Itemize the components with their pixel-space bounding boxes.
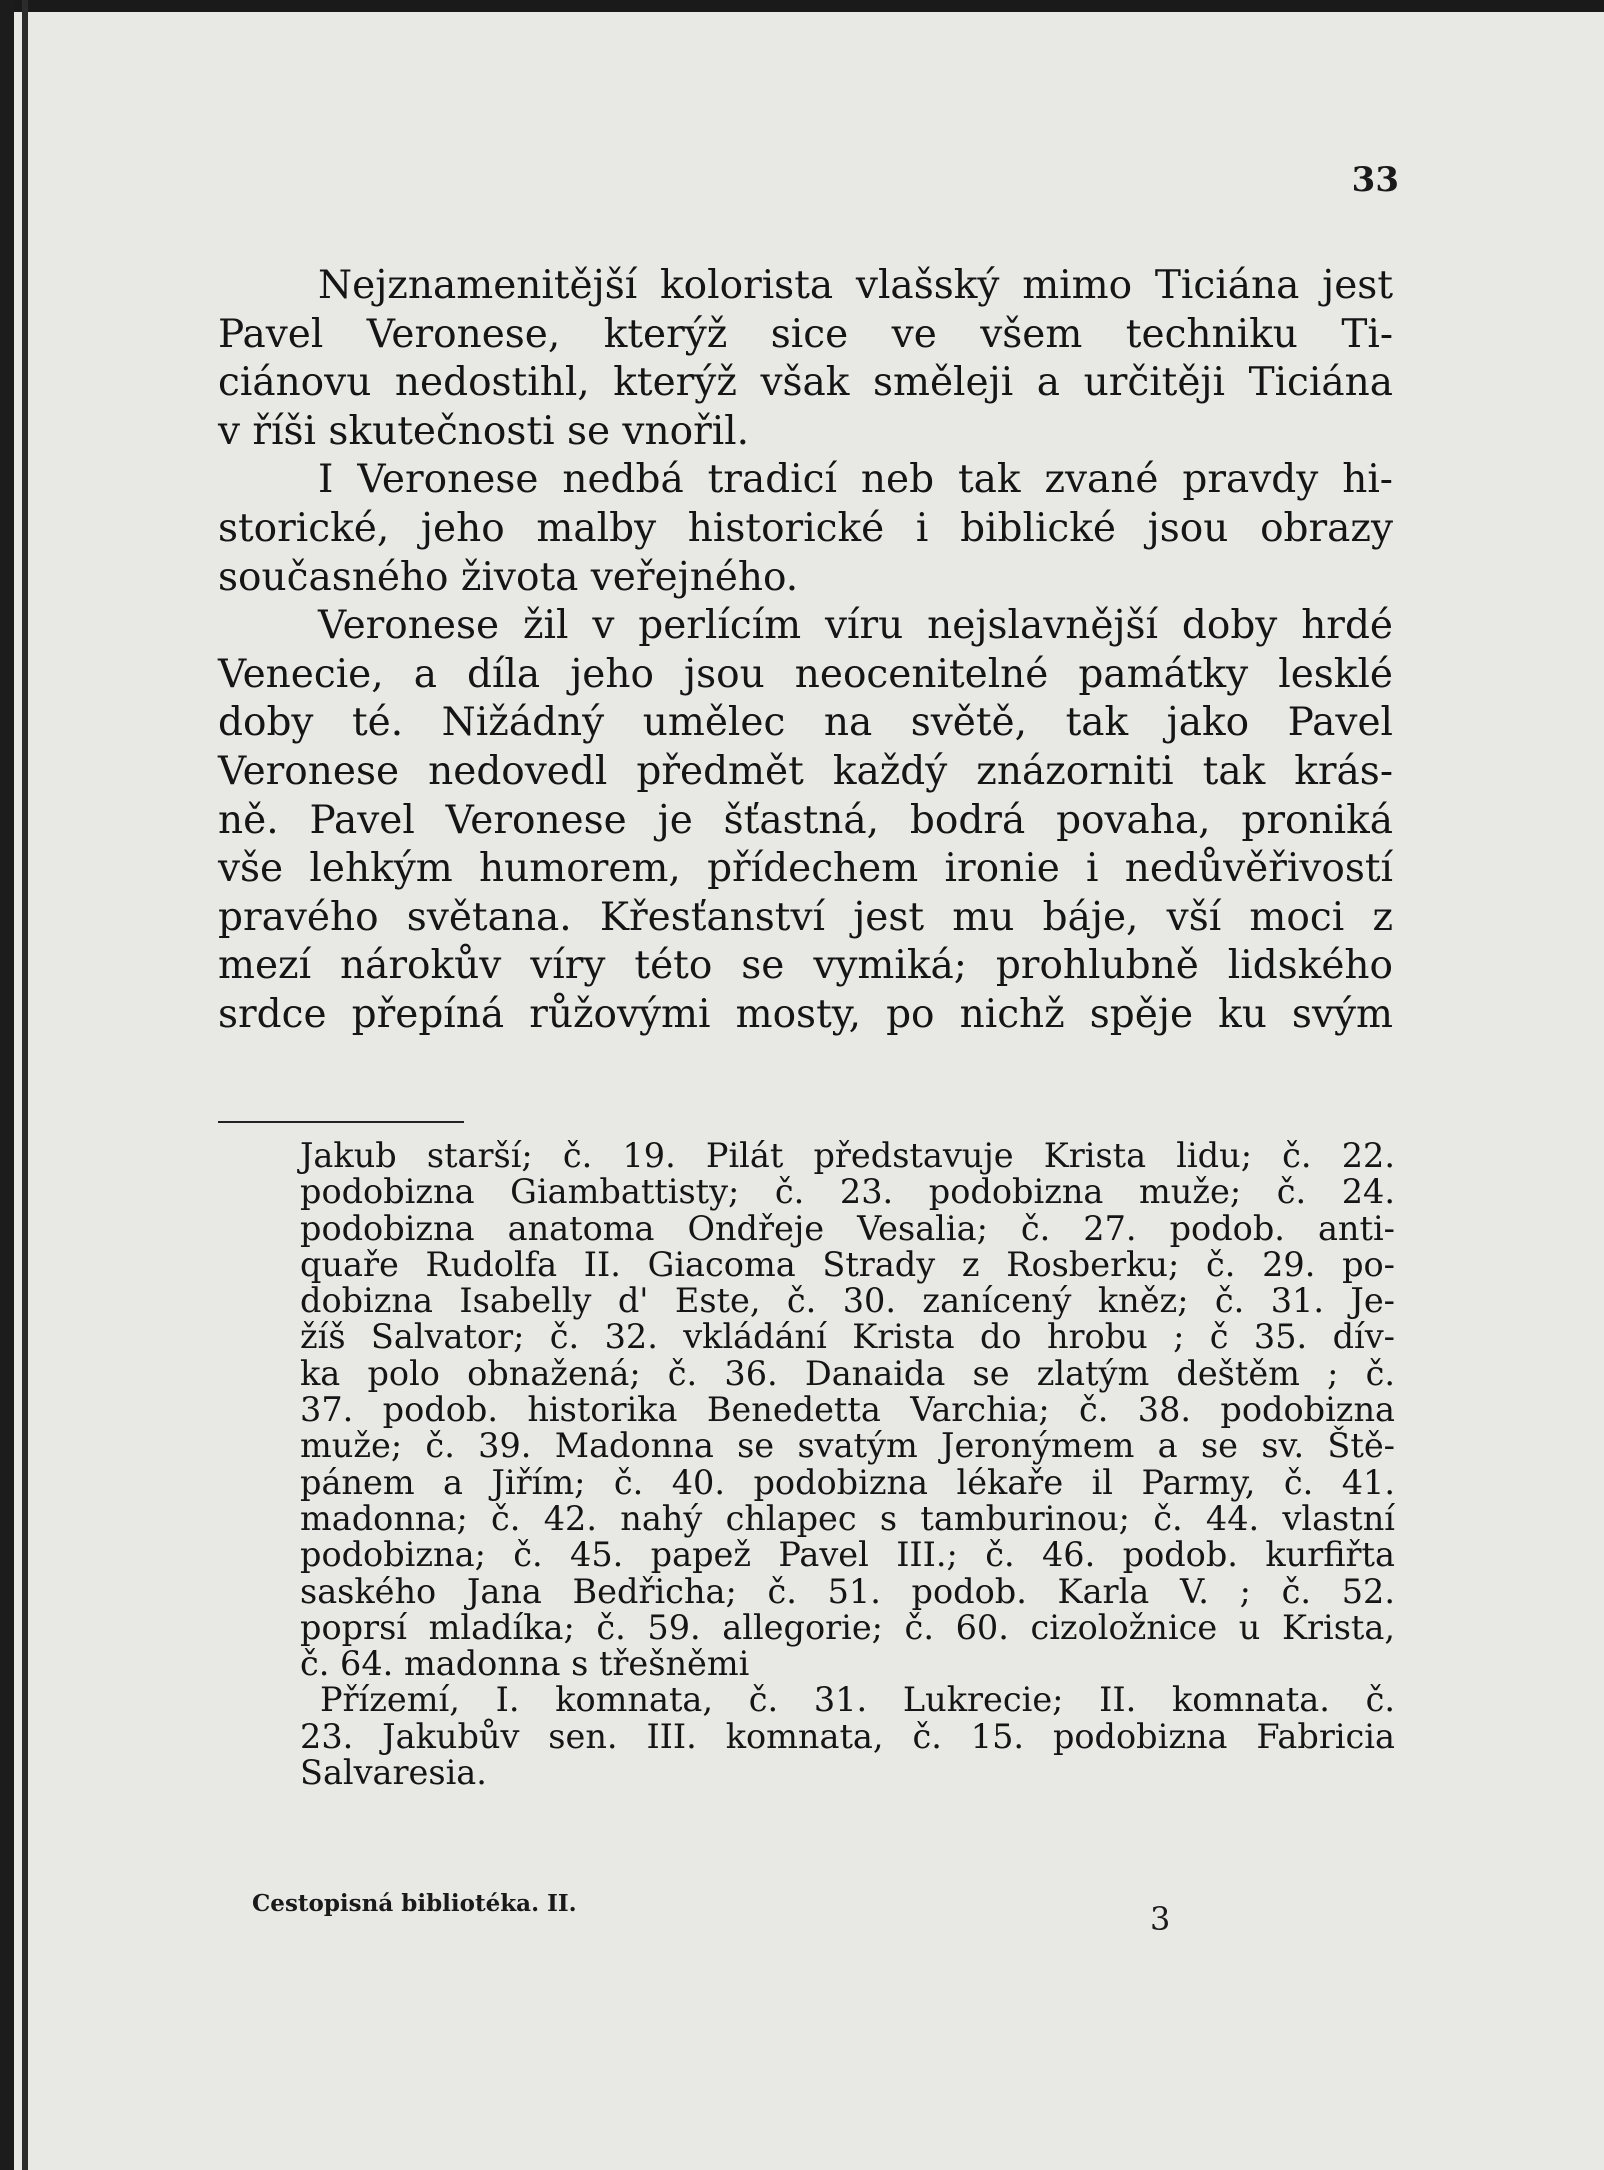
main-text-line: současného života veřejného.: [218, 554, 799, 600]
footnote-line: quaře Rudolfa II. Giacoma Strady z Rosberku; č. 29. po-: [300, 1244, 1395, 1284]
printer-signature-number: 3: [1150, 1900, 1171, 1938]
printer-signature-label: Cestopisná bibliotéka. II.: [252, 1890, 577, 1917]
main-text-line: Pavel Veronese, kterýž sice ve všem techniku Ti-: [218, 311, 1393, 357]
footnote-line: dobizna Isabelly d' Este, č. 30. zanícený kněz; č. 31. Je-: [300, 1281, 1395, 1321]
footnote-line: madonna; č. 42. nahý chlapec s tamburinou; č. 44. vlastní: [300, 1498, 1395, 1538]
main-text-line: Nejznamenitější kolorista vlašský mimo Ticiána jest: [318, 263, 1393, 308]
footnote-line: saského Jana Bedřicha; č. 51. podob. Karla V. ; č. 52.: [300, 1571, 1395, 1611]
footnote-line: poprsí mladíka; č. 59. allegorie; č. 60. cizoložnice u Krista,: [300, 1607, 1395, 1647]
footnote-body: [300, 1138, 1395, 1791]
main-text-line: srdce přepíná růžovými mosty, po nichž spěje ku svým: [218, 991, 1393, 1037]
page-top-border: [0, 0, 1604, 12]
footnote-line: žíš Salvator; č. 32. vkládání Krista do hrobu ; č 35. dív-: [300, 1317, 1395, 1357]
main-text-line: I Veronese nedbá tradicí neb tak zvané pravdy hi-: [318, 457, 1393, 503]
footnote-line: Jakub starší; č. 19. Pilát představuje Krista lidu; č. 22.: [300, 1136, 1395, 1175]
page-number: 33: [1351, 160, 1399, 200]
main-text-line: storické, jeho malby historické i biblické jsou obrazy: [218, 505, 1393, 551]
main-text-line: vše lehkým humorem, přídechem ironie i nedůvěřivostí: [218, 846, 1393, 892]
footnote-line: pánem a Jiřím; č. 40. podobizna lékaře il Parmy, č. 41.: [300, 1462, 1395, 1502]
main-text-line: pravého světana. Křesťanství jest mu báje, vší moci z: [218, 894, 1393, 940]
footnote-line: podobizna anatoma Ondřeje Vesalia; č. 27. podob. anti-: [300, 1208, 1395, 1248]
binding-edge-inner: [22, 0, 28, 2170]
footnote-line: muže; č. 39. Madonna se svatým Jeronýmem a se sv. Ště-: [300, 1426, 1395, 1466]
footnote-line: 37. podob. historika Benedetta Varchia; č. 38. podobizna: [300, 1390, 1395, 1430]
footnote-line: Salvaresia.: [300, 1753, 487, 1793]
main-text-line: v říši skutečnosti se vnořil.: [218, 408, 750, 454]
main-text-line: Veronese nedovedl předmět každý znázorniti tak krás-: [218, 748, 1393, 794]
main-text-line: mezí nárokův víry této se vymiká; prohlubně lidského: [218, 943, 1393, 989]
footnote-line: 23. Jakubův sen. III. komnata, č. 15. podobizna Fabricia: [300, 1716, 1395, 1756]
main-text-line: Veronese žil v perlícím víru nejslavnější doby hrdé: [318, 603, 1393, 649]
main-text-line: doby té. Nižádný umělec na světě, tak jako Pavel: [218, 700, 1393, 746]
footnote-divider: [218, 1121, 464, 1123]
main-text-line: ciánovu nedostihl, kterýž však směleji a určitěji Ticiána: [218, 360, 1393, 406]
footnote-line: Přízemí, I. komnata, č. 31. Lukrecie; II. komnata. č.: [320, 1680, 1395, 1720]
main-text-body: [218, 262, 1393, 1040]
footnote-line: podobizna Giambattisty; č. 23. podobizna muže; č. 24.: [300, 1172, 1395, 1212]
footnote-line: ka polo obnažená; č. 36. Danaida se zlatým deštěm ; č.: [300, 1353, 1395, 1393]
main-text-line: Venecie, a díla jeho jsou neocenitelné památky lesklé: [218, 651, 1393, 697]
footnote-line: podobizna; č. 45. papež Pavel III.; č. 46. podob. kurfiřta: [300, 1535, 1395, 1575]
footnote-line: č. 64. madonna s třešněmi: [300, 1644, 750, 1684]
binding-edge: [0, 0, 14, 2170]
main-text-line: ně. Pavel Veronese je šťastná, bodrá povaha, proniká: [218, 797, 1393, 843]
